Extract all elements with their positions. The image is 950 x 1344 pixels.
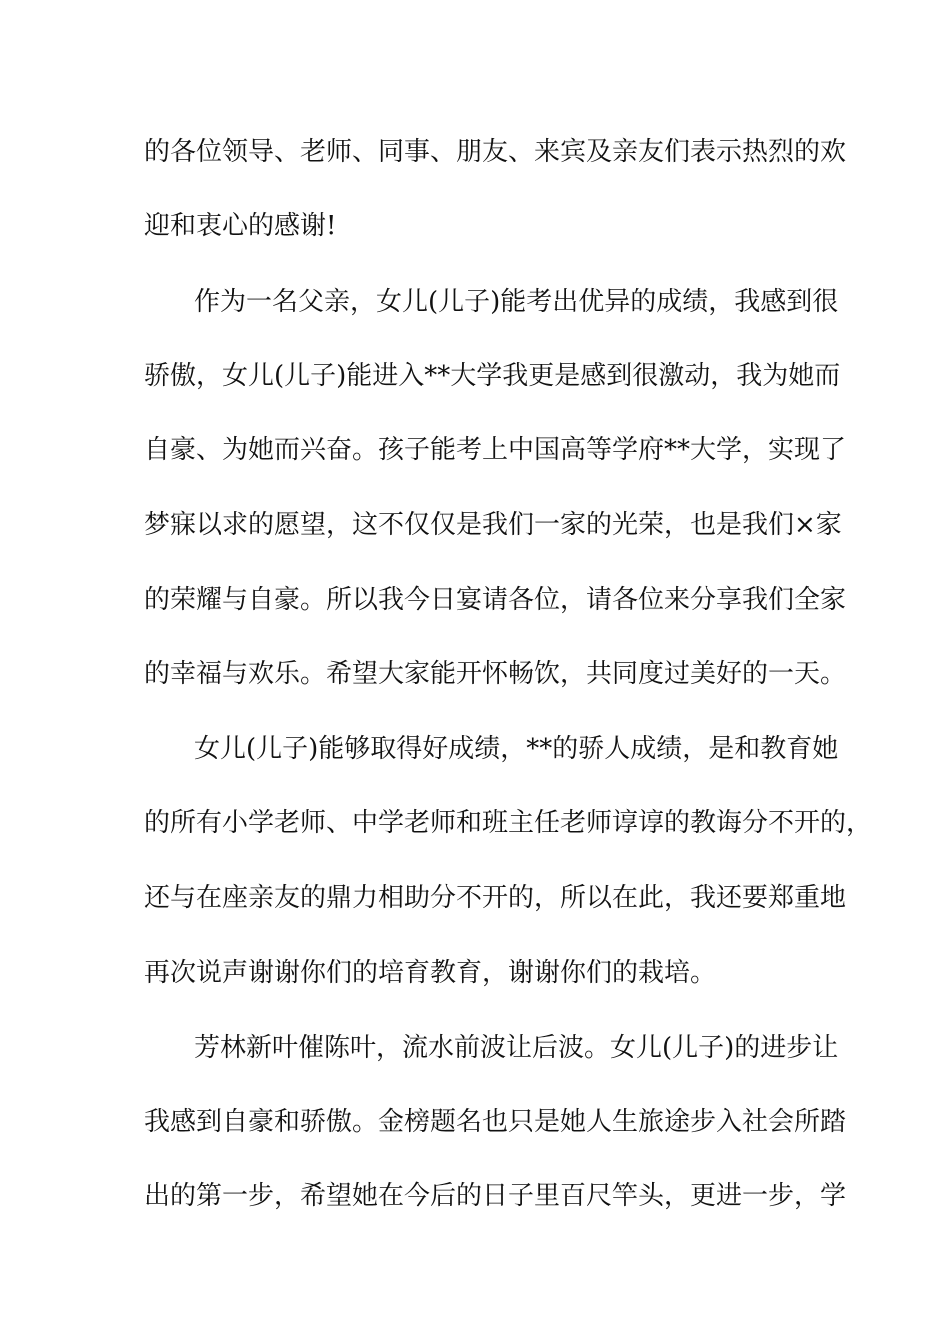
paragraph-line: 女儿(儿子)能够取得好成绩，**的骄人成绩，是和教育她 <box>194 734 839 764</box>
paragraph-line: 我感到自豪和骄傲。金榜题名也只是她人生旅途步入社会所踏 <box>144 1107 847 1137</box>
paragraph-line: 的各位领导、老师、同事、朋友、来宾及亲友们表示热烈的欢 <box>144 137 847 167</box>
paragraph-line: 的幸福与欢乐。希望大家能开怀畅饮，共同度过美好的一天。 <box>144 659 847 689</box>
paragraph-line: 芳林新叶催陈叶，流水前波让后波。女儿(儿子)的进步让 <box>194 1033 839 1063</box>
paragraph-line: 的所有小学老师、中学老师和班主任老师谆谆的教诲分不开的， <box>144 808 873 838</box>
paragraph-line: 作为一名父亲，女儿(儿子)能考出优异的成绩，我感到很 <box>194 287 839 317</box>
paragraph-line: 还与在座亲友的鼎力相助分不开的，所以在此，我还要郑重地 <box>144 883 847 913</box>
paragraph-line: 梦寐以求的愿望，这不仅仅是我们一家的光荣，也是我们×家 <box>144 510 842 540</box>
paragraph-line: 的荣耀与自豪。所以我今日宴请各位，请各位来分享我们全家 <box>144 585 847 615</box>
paragraph-line: 骄傲，女儿(儿子)能进入**大学我更是感到很激动，我为她而 <box>144 361 841 391</box>
paragraph-line: 出的第一步，希望她在今后的日子里百尺竿头，更进一步，学 <box>144 1181 847 1211</box>
paragraph-line: 再次说声谢谢你们的培育教育，谢谢你们的栽培。 <box>144 958 717 988</box>
paragraph-line: 迎和衷心的感谢! <box>144 211 337 241</box>
paragraph-line: 自豪、为她而兴奋。孩子能考上中国高等学府**大学，实现了 <box>144 435 847 465</box>
